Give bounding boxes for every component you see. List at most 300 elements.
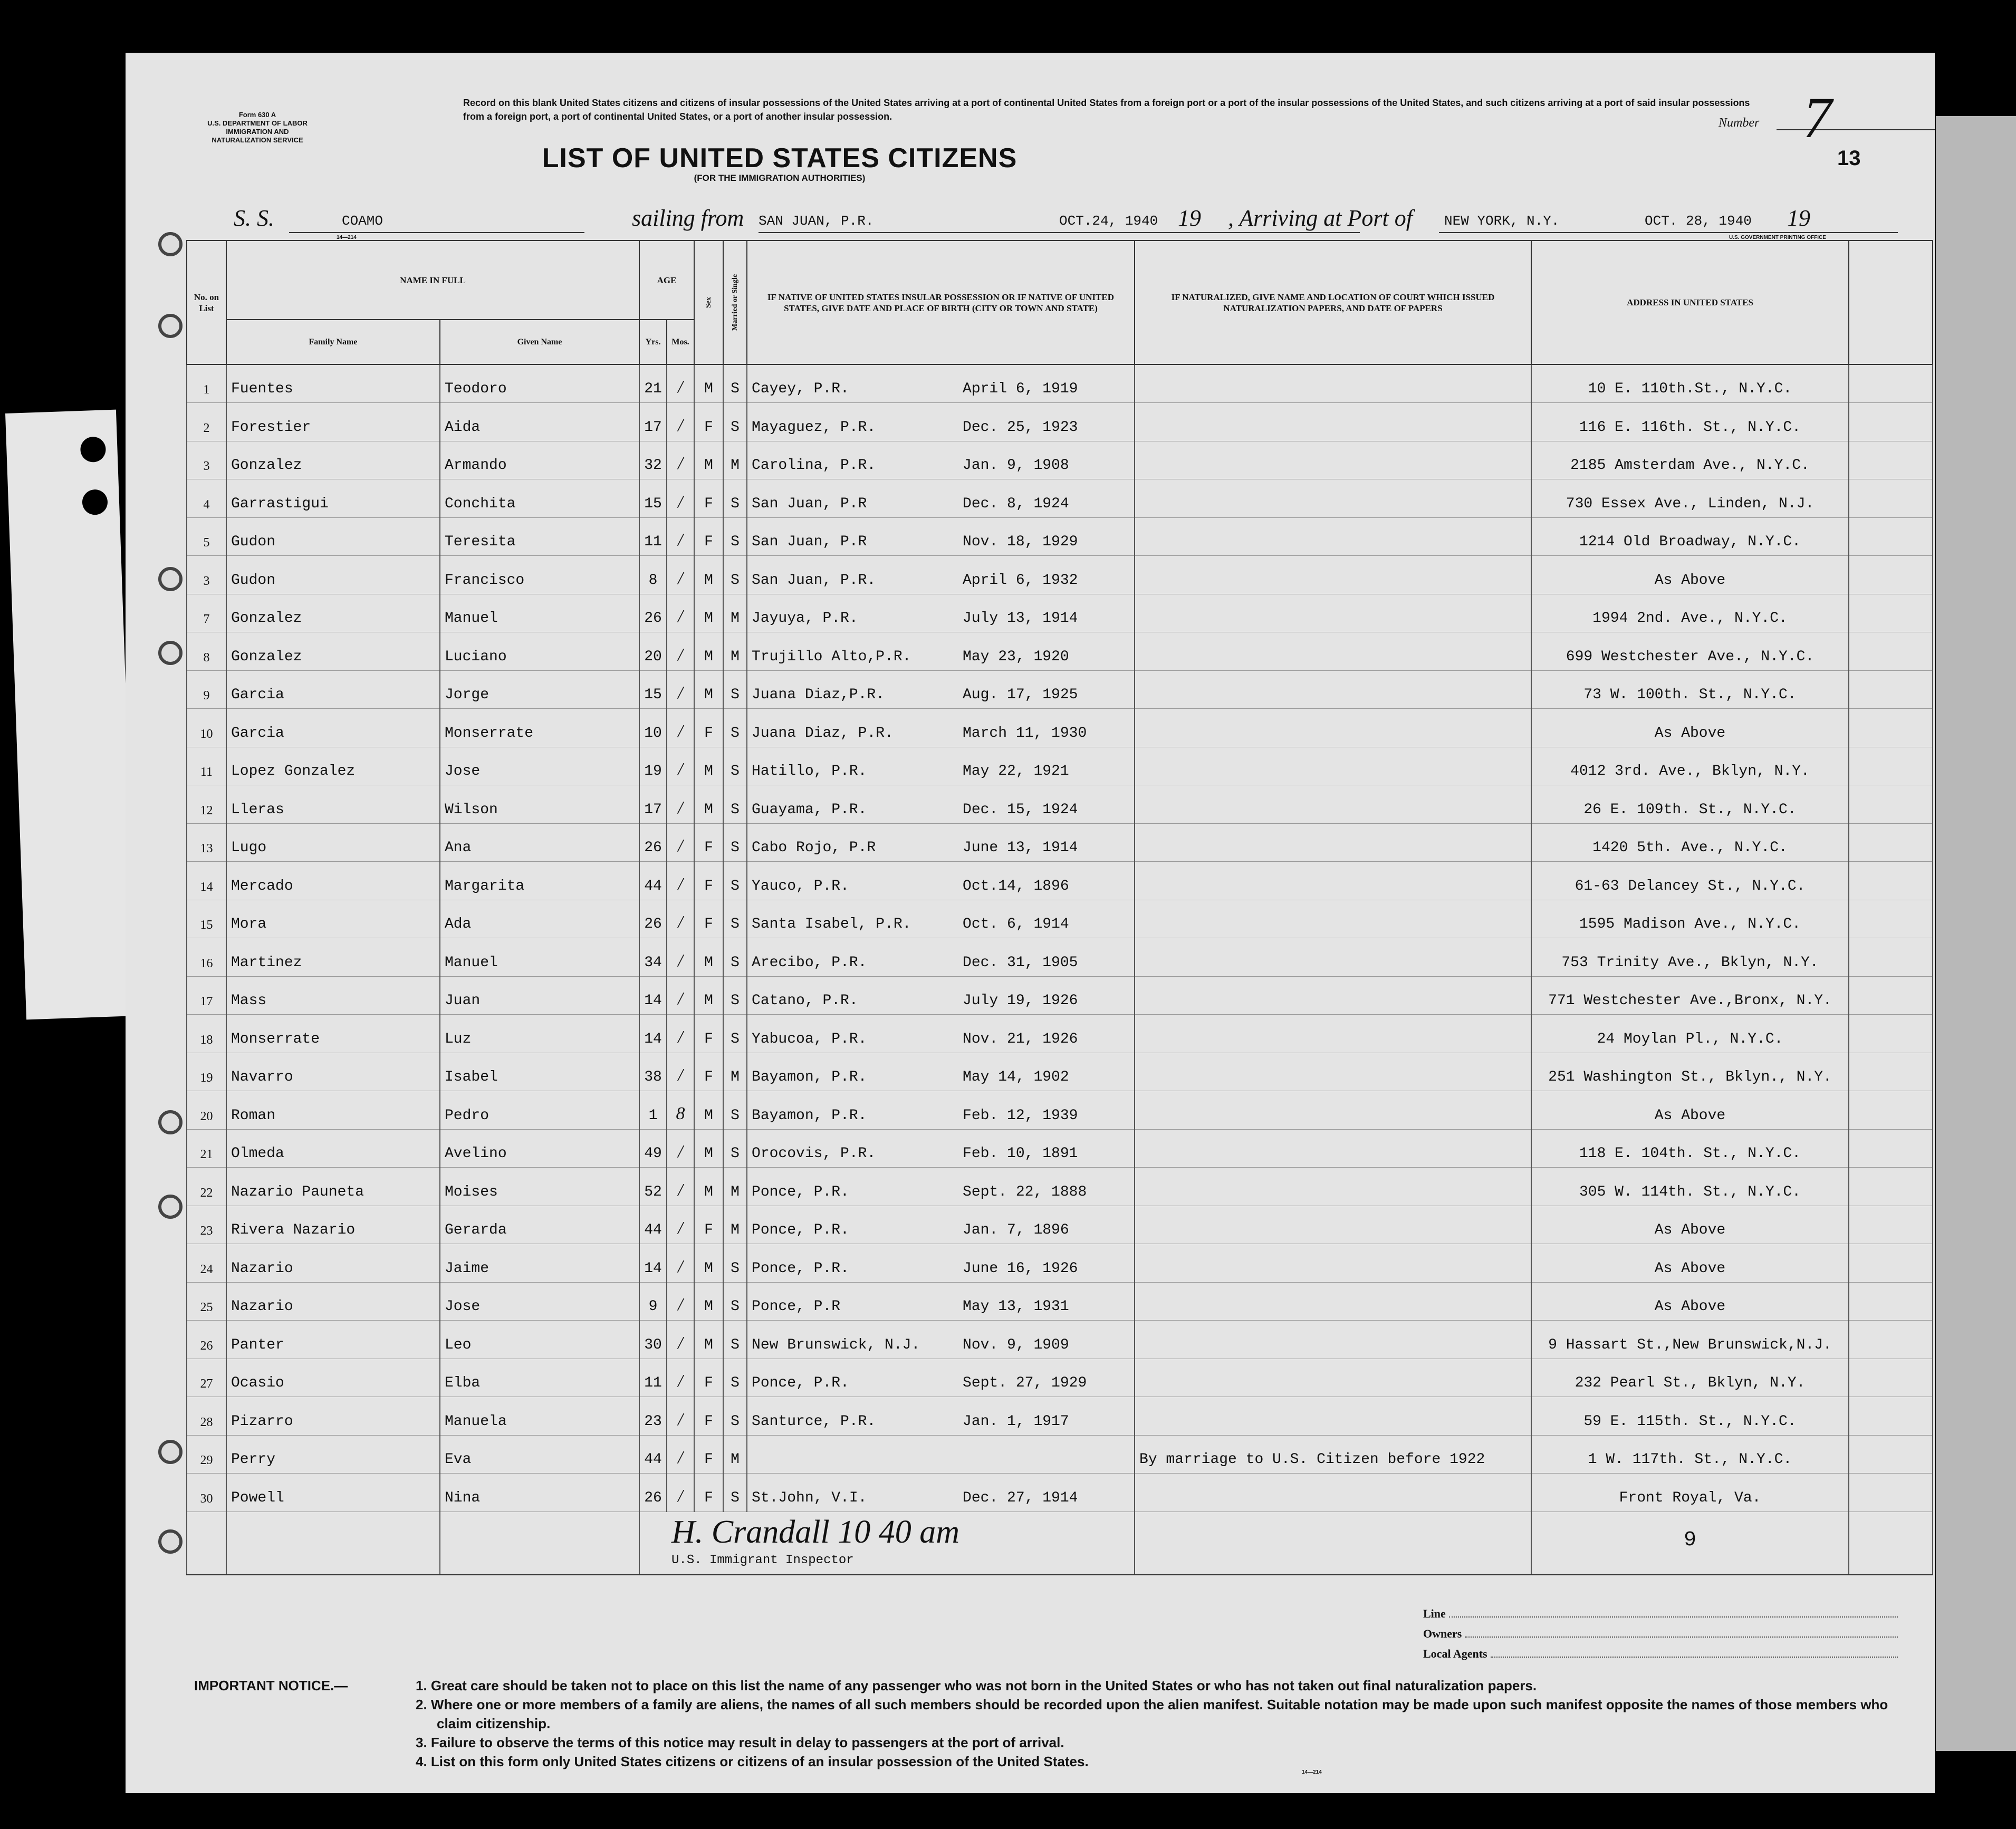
cell-sex: M xyxy=(694,976,723,1015)
blank-cell xyxy=(1849,1015,1933,1053)
cell-no: 24 xyxy=(187,1244,226,1283)
table-row xyxy=(187,823,1933,862)
cell-court xyxy=(1135,1091,1531,1130)
cell-given: Gerarda xyxy=(440,1206,639,1244)
birth-place: Juana Diaz, P.R. xyxy=(752,725,894,742)
table-row xyxy=(187,556,1933,594)
cell-family: Lleras xyxy=(226,785,440,824)
cell-court xyxy=(1135,1244,1531,1283)
form-service-1: IMMIGRATION AND xyxy=(226,128,289,136)
cell-yrs: 26 xyxy=(639,594,667,632)
cell-mos: / xyxy=(667,938,694,977)
birth-date: May 13, 1931 xyxy=(963,1298,1069,1315)
dotted-line xyxy=(1449,1616,1898,1618)
blank-cell xyxy=(1849,1053,1933,1091)
blank-cell xyxy=(1849,632,1933,671)
birth-date: April 6, 1932 xyxy=(963,572,1078,589)
blank-cell xyxy=(1849,1129,1933,1168)
birth-place: Santa Isabel, P.R. xyxy=(752,916,911,932)
cell-address: 771 Westchester Ave.,Bronx, N.Y. xyxy=(1531,976,1849,1015)
cell-sex: F xyxy=(694,1359,723,1397)
birth-date: May 14, 1902 xyxy=(963,1069,1069,1085)
blank-cell xyxy=(1849,1435,1933,1474)
underline xyxy=(289,232,584,233)
cell-court xyxy=(1135,632,1531,671)
cell-yrs: 15 xyxy=(639,670,667,709)
birth-place: San Juan, P.R xyxy=(752,495,867,512)
cell-sex: F xyxy=(694,862,723,900)
cell-no: 3 xyxy=(187,441,226,479)
cell-given: Luz xyxy=(440,1015,639,1053)
birth-date: Nov. 18, 1929 xyxy=(963,534,1078,550)
birth-date: Feb. 10, 1891 xyxy=(963,1145,1078,1162)
birth-cell xyxy=(747,479,1135,518)
cell-mos: / xyxy=(667,441,694,479)
birth-place: Jayuya, P.R. xyxy=(752,610,858,627)
cell-sex: M xyxy=(694,785,723,824)
cell-sex: M xyxy=(694,1129,723,1168)
cell-family: Navarro xyxy=(226,1053,440,1091)
cell-sex: M xyxy=(694,594,723,632)
birth-cell xyxy=(747,862,1135,900)
birth-place: Ponce, P.R. xyxy=(752,1375,849,1391)
blank-cell xyxy=(1849,1397,1933,1436)
cell-yrs: 30 xyxy=(639,1321,667,1359)
birth-cell xyxy=(747,976,1135,1015)
cell-court xyxy=(1135,403,1531,441)
birth-date: Feb. 12, 1939 xyxy=(963,1107,1078,1124)
birth-cell xyxy=(747,938,1135,977)
blank-cell xyxy=(1849,1474,1933,1512)
table-row xyxy=(187,441,1933,479)
cell-sex: M xyxy=(694,1244,723,1283)
birth-cell xyxy=(747,1129,1135,1168)
cell-no: 4 xyxy=(187,479,226,518)
col-married-single: Married or Single xyxy=(723,240,747,364)
birth-cell xyxy=(747,747,1135,785)
cell-no: 28 xyxy=(187,1397,226,1436)
arrival-date: OCT. 28, 1940 xyxy=(1645,213,1752,229)
blank-cell xyxy=(1849,1091,1933,1130)
page-number: 13 xyxy=(1837,147,1861,170)
birth-date: Oct. 6, 1914 xyxy=(963,916,1069,932)
cell-no: 30 xyxy=(187,1474,226,1512)
birth-date: Dec. 25, 1923 xyxy=(963,419,1078,436)
local-agents-field xyxy=(1423,1641,1898,1661)
birth-place: St.John, V.I. xyxy=(752,1489,867,1506)
birth-place: Yauco, P.R. xyxy=(752,878,849,894)
birth-place: Santurce, P.R. xyxy=(752,1413,876,1430)
cell-ms: S xyxy=(723,709,747,747)
cell-court xyxy=(1135,1474,1531,1512)
cell-address: 1420 5th. Ave., N.Y.C. xyxy=(1531,823,1849,862)
cell-yrs: 26 xyxy=(639,1474,667,1512)
blank-cell xyxy=(1849,594,1933,632)
table-row xyxy=(187,1053,1933,1091)
birth-cell xyxy=(747,1244,1135,1283)
cell-no: 16 xyxy=(187,938,226,977)
binder-ring xyxy=(158,1529,183,1554)
table-row xyxy=(187,1435,1933,1474)
birth-place: Ponce, P.R. xyxy=(752,1183,849,1200)
cell-mos: / xyxy=(667,517,694,556)
cell-no: 12 xyxy=(187,785,226,824)
cell-mos: / xyxy=(667,747,694,785)
cell-mos: / xyxy=(667,862,694,900)
cell-family: Ocasio xyxy=(226,1359,440,1397)
cell-family: Gonzalez xyxy=(226,594,440,632)
table-row xyxy=(187,1129,1933,1168)
form-number: Form 630 A xyxy=(238,111,276,119)
birth-cell xyxy=(747,823,1135,862)
blank-cell xyxy=(1849,1321,1933,1359)
birth-date: Aug. 17, 1925 xyxy=(963,687,1078,703)
cell-family: Garcia xyxy=(226,709,440,747)
cell-mos: / xyxy=(667,1321,694,1359)
col-address: ADDRESS IN UNITED STATES xyxy=(1531,240,1849,364)
cell-mos: / xyxy=(667,1053,694,1091)
cell-family: Gudon xyxy=(226,556,440,594)
cell-given: Ada xyxy=(440,900,639,938)
birth-cell xyxy=(747,1397,1135,1436)
cell-given: Moises xyxy=(440,1168,639,1206)
cell-yrs: 1 xyxy=(639,1091,667,1130)
cell-given: Elba xyxy=(440,1359,639,1397)
cell-ms: S xyxy=(723,976,747,1015)
number-underline xyxy=(1777,129,1935,130)
cell-mos: / xyxy=(667,670,694,709)
cell-no: 23 xyxy=(187,1206,226,1244)
col-name-in-full: NAME IN FULL xyxy=(226,240,639,320)
blank-cell xyxy=(1849,670,1933,709)
cell-given: Wilson xyxy=(440,785,639,824)
inspector-title: U.S. Immigrant Inspector xyxy=(671,1553,854,1567)
birth-cell xyxy=(747,1053,1135,1091)
cell-court xyxy=(1135,976,1531,1015)
cell-sex: M xyxy=(694,632,723,671)
cell-sex: M xyxy=(694,441,723,479)
table-row xyxy=(187,364,1933,403)
sheet-count: 9 xyxy=(1684,1528,1697,1553)
cell-yrs: 38 xyxy=(639,1053,667,1091)
manifest-page xyxy=(126,53,1935,1793)
cell-court xyxy=(1135,747,1531,785)
blank-cell xyxy=(1849,976,1933,1015)
cell-ms: S xyxy=(723,785,747,824)
cell-ms: S xyxy=(723,1015,747,1053)
cell-ms: S xyxy=(723,862,747,900)
cell-address: 1214 Old Broadway, N.Y.C. xyxy=(1531,517,1849,556)
number-label: Number xyxy=(1719,116,1760,130)
inspector-signature: H. Crandall 10 40 am xyxy=(671,1514,959,1550)
cell-no: 9 xyxy=(187,670,226,709)
cell-family: Gudon xyxy=(226,517,440,556)
cell-family: Garrastigui xyxy=(226,479,440,518)
notice-item: 1. Great care should be taken not to place on this list the name of any passenger who was not born in the United States or who has not taken out final naturalization papers. xyxy=(416,1678,1537,1693)
cell-mos: 8 xyxy=(667,1091,694,1130)
dotted-line xyxy=(1465,1637,1898,1638)
cell-ms: M xyxy=(723,1206,747,1244)
cell-ms: S xyxy=(723,1321,747,1359)
table-row xyxy=(187,1015,1933,1053)
cell-no: 1 xyxy=(187,364,226,403)
binder-ring xyxy=(158,1440,183,1464)
cell-yrs: 44 xyxy=(639,1435,667,1474)
binder-ring xyxy=(158,641,183,665)
cell-given: Isabel xyxy=(440,1053,639,1091)
cell-family: Fuentes xyxy=(226,364,440,403)
binder-ring xyxy=(158,1110,183,1134)
cell-sex: F xyxy=(694,1435,723,1474)
cell-ms: S xyxy=(723,670,747,709)
cell-address: 1994 2nd. Ave., N.Y.C. xyxy=(1531,594,1849,632)
cell-family: Nazario xyxy=(226,1282,440,1321)
cell-given: Pedro xyxy=(440,1091,639,1130)
birth-place: Orocovis, P.R. xyxy=(752,1145,876,1162)
table-row xyxy=(187,403,1933,441)
cell-no: 22 xyxy=(187,1168,226,1206)
cell-address: 753 Trinity Ave., Bklyn, N.Y. xyxy=(1531,938,1849,977)
birth-place: Guayama, P.R. xyxy=(752,801,867,818)
birth-place: Ponce, P.R. xyxy=(752,1222,849,1238)
cell-family: Nazario xyxy=(226,1244,440,1283)
blank-cell xyxy=(1849,900,1933,938)
cell-ms: S xyxy=(723,1129,747,1168)
record-instructions: Record on this blank United States citizens and citizens of insular possessions of the United States arriving at a port of continental United States from a foreign port or a port of the insular possessions of the United States, and such citizens arriving at a port of said insular possessions from a foreign port, a port of continental United States, or a port of another insular possession. xyxy=(463,98,1750,122)
cell-court xyxy=(1135,1359,1531,1397)
cell-yrs: 20 xyxy=(639,632,667,671)
underline xyxy=(759,232,1360,233)
cell-ms: M xyxy=(723,594,747,632)
cell-ms: S xyxy=(723,747,747,785)
birth-cell xyxy=(747,556,1135,594)
table-row xyxy=(187,632,1933,671)
cell-mos: / xyxy=(667,403,694,441)
cell-no: 13 xyxy=(187,823,226,862)
birth-cell xyxy=(747,1359,1135,1397)
notice-item: 4. List on this form only United States citizens or citizens of an insular possession of the United States. xyxy=(416,1754,1089,1769)
cell-sex: F xyxy=(694,1015,723,1053)
cell-court xyxy=(1135,785,1531,824)
cell-mos: / xyxy=(667,632,694,671)
cell-sex: F xyxy=(694,479,723,518)
cell-address: 1 W. 117th. St., N.Y.C. xyxy=(1531,1435,1849,1474)
binder-ring xyxy=(158,567,183,591)
blank-cell xyxy=(1849,823,1933,862)
birth-place: New Brunswick, N.J. xyxy=(752,1336,920,1353)
col-no-on-list: No. on List xyxy=(187,240,226,364)
cell-yrs: 26 xyxy=(639,823,667,862)
birth-date: Jan. 7, 1896 xyxy=(963,1222,1069,1238)
cell-given: Margarita xyxy=(440,862,639,900)
cell-address: 116 E. 116th. St., N.Y.C. xyxy=(1531,403,1849,441)
cell-address: 699 Westchester Ave., N.Y.C. xyxy=(1531,632,1849,671)
cell-ms: S xyxy=(723,938,747,977)
cell-address: As Above xyxy=(1531,1206,1849,1244)
table-row xyxy=(187,1474,1933,1512)
birth-place: Ponce, P.R. xyxy=(752,1260,849,1277)
birth-place: Ponce, P.R xyxy=(752,1298,841,1315)
table-row xyxy=(187,1359,1933,1397)
birth-place: Arecibo, P.R. xyxy=(752,954,867,971)
col-mos: Mos. xyxy=(667,320,694,364)
blank-cell xyxy=(1849,1206,1933,1244)
birth-place: San Juan, P.R. xyxy=(752,572,876,589)
inspector-signature-cell xyxy=(639,1512,1135,1575)
cell-court xyxy=(1135,670,1531,709)
cell-court xyxy=(1135,479,1531,518)
cell-mos: / xyxy=(667,1206,694,1244)
birth-cell xyxy=(747,403,1135,441)
cell-family: Nazario Pauneta xyxy=(226,1168,440,1206)
birth-cell xyxy=(747,441,1135,479)
cell-court xyxy=(1135,364,1531,403)
cell-ms: S xyxy=(723,1091,747,1130)
cell-court xyxy=(1135,1168,1531,1206)
notice-code: 14—214 xyxy=(1302,1769,1322,1775)
cell-given: Leo xyxy=(440,1321,639,1359)
page-title: LIST OF UNITED STATES CITIZENS xyxy=(542,143,1017,174)
cell-court xyxy=(1135,1129,1531,1168)
cell-yrs: 34 xyxy=(639,938,667,977)
cell-sex: F xyxy=(694,403,723,441)
birth-date: Nov. 21, 1926 xyxy=(963,1031,1078,1047)
birth-cell xyxy=(747,785,1135,824)
cell-ms: S xyxy=(723,823,747,862)
birth-place: Juana Diaz,P.R. xyxy=(752,687,885,703)
owners-label: Owners xyxy=(1423,1627,1462,1640)
table-row xyxy=(187,900,1933,938)
cell-address: 59 E. 115th. St., N.Y.C. xyxy=(1531,1397,1849,1436)
birth-place: Carolina, P.R. xyxy=(752,457,876,474)
blank-cell xyxy=(1849,364,1933,403)
cell-no: 8 xyxy=(187,632,226,671)
ss-label: S. S. xyxy=(234,205,274,231)
citizens-table xyxy=(186,240,1933,1575)
birth-cell xyxy=(747,1321,1135,1359)
col-birth: IF NATIVE OF UNITED STATES INSULAR POSSESSION OR IF NATIVE OF UNITED STATES, GIVE DATE AND PLACE OF BIRTH (CITY OR TOWN AND STATE) xyxy=(747,240,1135,364)
birth-cell xyxy=(747,594,1135,632)
local-agents-label: Local Agents xyxy=(1423,1647,1487,1660)
cell-given: Nina xyxy=(440,1474,639,1512)
cell-sex: F xyxy=(694,709,723,747)
cell-no: 17 xyxy=(187,976,226,1015)
table-row xyxy=(187,976,1933,1015)
cell-given: Eva xyxy=(440,1435,639,1474)
birth-place: Cayey, P.R. xyxy=(752,381,849,397)
birth-date: Dec. 15, 1924 xyxy=(963,801,1078,818)
table-row xyxy=(187,594,1933,632)
cell-ms: S xyxy=(723,1282,747,1321)
cell-address: As Above xyxy=(1531,556,1849,594)
sig-cell xyxy=(187,1512,226,1575)
table-row xyxy=(187,1244,1933,1283)
birth-cell xyxy=(747,670,1135,709)
birth-cell xyxy=(747,1168,1135,1206)
birth-cell xyxy=(747,1474,1135,1512)
cell-yrs: 26 xyxy=(639,900,667,938)
cell-court xyxy=(1135,823,1531,862)
cell-mos: / xyxy=(667,1359,694,1397)
cell-address: 4012 3rd. Ave., Bklyn, N.Y. xyxy=(1531,747,1849,785)
cell-address: As Above xyxy=(1531,1282,1849,1321)
cell-address: 1595 Madison Ave., N.Y.C. xyxy=(1531,900,1849,938)
cell-address: 251 Washington St., Bklyn., N.Y. xyxy=(1531,1053,1849,1091)
birth-cell xyxy=(747,1435,1135,1474)
birth-place: Mayaguez, P.R. xyxy=(752,419,876,436)
cell-mos: / xyxy=(667,785,694,824)
cell-ms: S xyxy=(723,517,747,556)
cell-given: Juan xyxy=(440,976,639,1015)
cell-no: 10 xyxy=(187,709,226,747)
cell-mos: / xyxy=(667,479,694,518)
cell-mos: / xyxy=(667,364,694,403)
cell-mos: / xyxy=(667,976,694,1015)
cell-family: Garcia xyxy=(226,670,440,709)
punch-hole xyxy=(82,489,108,515)
cell-mos: / xyxy=(667,709,694,747)
birth-cell xyxy=(747,364,1135,403)
gpo-imprint: U.S. GOVERNMENT PRINTING OFFICE xyxy=(1729,235,1826,240)
cell-no: 2 xyxy=(187,403,226,441)
cell-sex: F xyxy=(694,1397,723,1436)
cell-sex: F xyxy=(694,1474,723,1512)
table-row xyxy=(187,747,1933,785)
blank-cell xyxy=(1849,1282,1933,1321)
cell-sex: M xyxy=(694,1091,723,1130)
cell-no: 14 xyxy=(187,862,226,900)
blank-cell xyxy=(1849,747,1933,785)
cell-family: Mass xyxy=(226,976,440,1015)
cell-address: As Above xyxy=(1531,1091,1849,1130)
cell-court xyxy=(1135,594,1531,632)
cell-mos: / xyxy=(667,1435,694,1474)
birth-place: San Juan, P.R xyxy=(752,534,867,550)
carrier-block xyxy=(1423,1601,1898,1661)
cell-address: Front Royal, Va. xyxy=(1531,1474,1849,1512)
cell-given: Jorge xyxy=(440,670,639,709)
col-blank xyxy=(1849,240,1933,364)
cell-mos: / xyxy=(667,1397,694,1436)
cell-no: 15 xyxy=(187,900,226,938)
cell-yrs: 19 xyxy=(639,747,667,785)
cell-court xyxy=(1135,517,1531,556)
blank-cell xyxy=(1849,403,1933,441)
cell-sex: M xyxy=(694,556,723,594)
cell-sex: M xyxy=(694,1321,723,1359)
cell-given: Jose xyxy=(440,747,639,785)
cell-no: 27 xyxy=(187,1359,226,1397)
table-row xyxy=(187,479,1933,518)
cell-address: 9 Hassart St.,New Brunswick,N.J. xyxy=(1531,1321,1849,1359)
underline xyxy=(1439,232,1898,233)
birth-date: Dec. 27, 1914 xyxy=(963,1489,1078,1506)
cell-address: As Above xyxy=(1531,1244,1849,1283)
birth-date: Sept. 27, 1929 xyxy=(963,1375,1087,1391)
binder-ring xyxy=(158,1195,183,1219)
birth-place: Cabo Rojo, P.R xyxy=(752,840,876,856)
cell-family: Monserrate xyxy=(226,1015,440,1053)
cell-sex: M xyxy=(694,1168,723,1206)
destination-port: NEW YORK, N.Y. xyxy=(1444,213,1560,229)
cell-family: Panter xyxy=(226,1321,440,1359)
cell-family: Mercado xyxy=(226,862,440,900)
page-subtitle: (FOR THE IMMIGRATION AUTHORITIES) xyxy=(694,173,866,183)
cell-sex: M xyxy=(694,1282,723,1321)
sig-cell xyxy=(440,1512,639,1575)
cell-yrs: 9 xyxy=(639,1282,667,1321)
cell-court xyxy=(1135,862,1531,900)
